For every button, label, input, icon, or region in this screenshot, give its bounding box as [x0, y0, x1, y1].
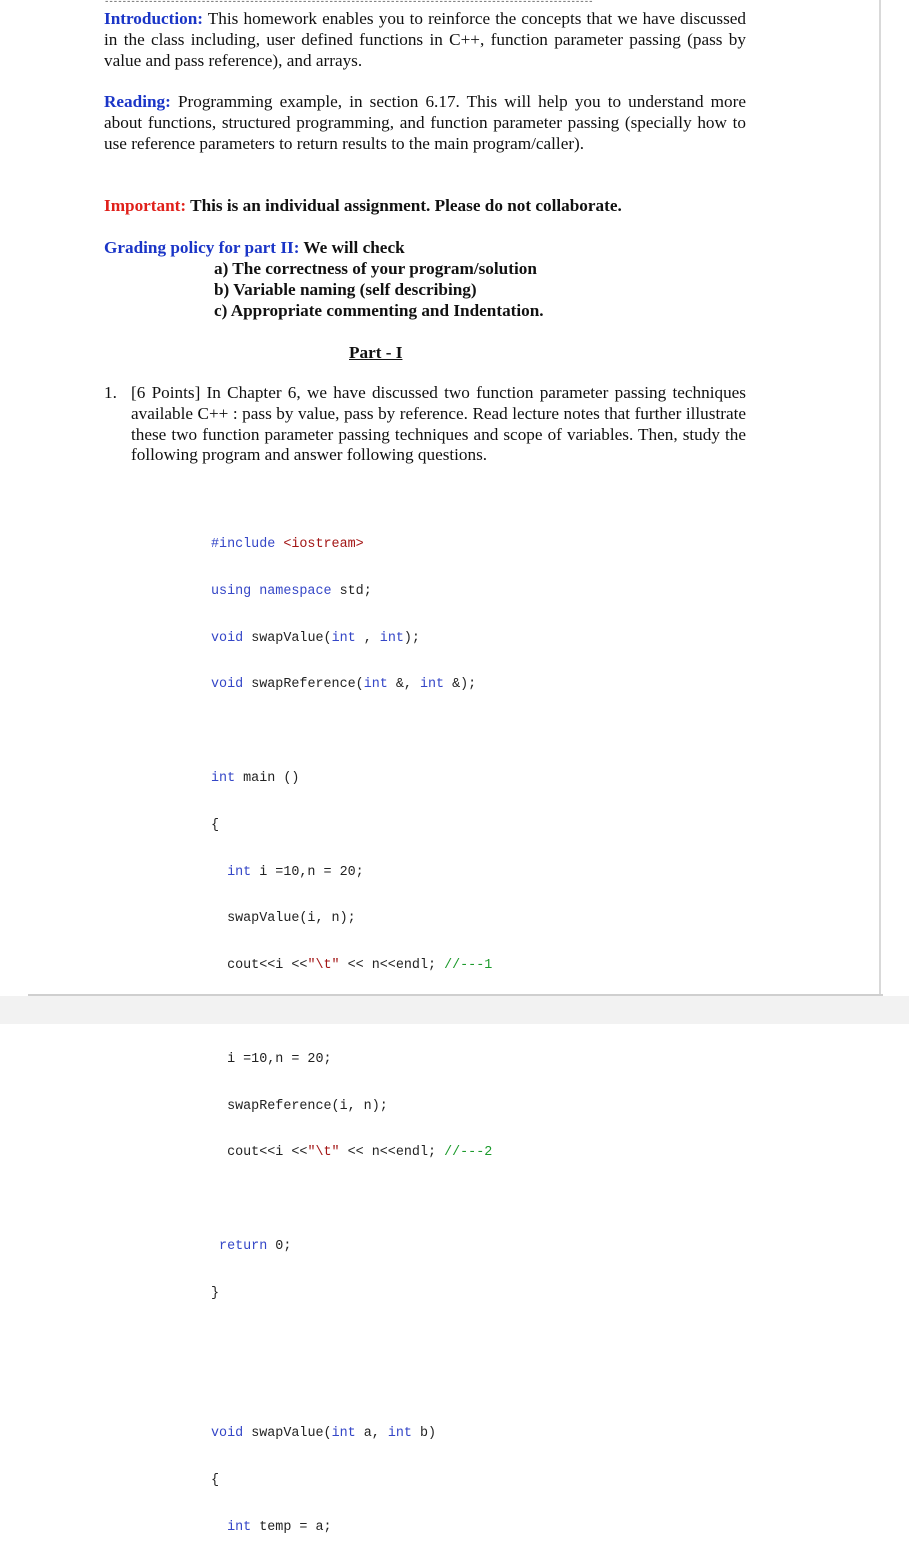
- list-item: c) Appropriate commenting and Indentation.: [214, 300, 544, 320]
- code-line-blank: [211, 1192, 492, 1209]
- code-token: int: [387, 1426, 412, 1442]
- code-line: [211, 537, 492, 554]
- code-token: 0;: [267, 1238, 292, 1254]
- code-token: int: [363, 677, 388, 693]
- code-token: return: [211, 1238, 268, 1254]
- code-line: {: [211, 1472, 220, 1488]
- code-token: cout<<i <<: [211, 1145, 308, 1161]
- code-line: [211, 958, 492, 975]
- top-separator: ---------------------------------------------------------------------------------------------------------------: [104, 0, 593, 7]
- grading-text: We will check: [299, 238, 405, 257]
- code-token: using namespace: [211, 583, 332, 599]
- important-paragraph: [104, 196, 746, 217]
- code-token: int: [211, 1519, 252, 1535]
- grading-paragraph: [104, 238, 746, 259]
- code-line-blank: [211, 1005, 492, 1022]
- code-token: int: [331, 630, 356, 646]
- code-token: //---1: [444, 958, 493, 974]
- reading-label: Reading:: [104, 92, 171, 111]
- code-token: int: [379, 630, 404, 646]
- code-token: std;: [331, 583, 372, 599]
- code-line-blank: [211, 1333, 492, 1350]
- code-listing: [211, 507, 492, 1552]
- code-line: [211, 1426, 492, 1443]
- code-line: swapValue(i, n);: [211, 911, 356, 927]
- question-number: 1.: [104, 383, 117, 402]
- code-line: [211, 771, 492, 788]
- reading-text: Programming example, in section 6.17. This will help you to understand more about functions, structured programming, and function parameter passing (specially how to use reference parameters to return results to the main program/caller).: [104, 92, 746, 153]
- code-token: temp = a;: [251, 1519, 332, 1535]
- code-line: }: [211, 1285, 220, 1301]
- part-heading: Part - I: [349, 343, 403, 362]
- code-token: int: [331, 1426, 356, 1442]
- code-line-blank: [211, 1379, 492, 1396]
- code-line: i =10,n = 20;: [211, 1051, 332, 1067]
- code-token: #include: [211, 537, 284, 552]
- code-token: "\t": [307, 1145, 340, 1161]
- code-token: swapValue(: [243, 1426, 332, 1442]
- code-line: {: [211, 817, 220, 833]
- code-token: int: [419, 677, 445, 693]
- code-token: b): [411, 1426, 437, 1442]
- code-token: int: [211, 864, 252, 880]
- code-line: swapReference(i, n);: [211, 1098, 388, 1114]
- code-token: &,: [387, 677, 420, 693]
- code-line-blank: [211, 724, 492, 741]
- grading-label: Grading policy for part II:: [104, 238, 300, 257]
- code-line: [211, 865, 492, 882]
- introduction-label: Introduction:: [104, 9, 204, 28]
- code-token: main (): [235, 770, 300, 786]
- code-line: [211, 631, 492, 648]
- grading-criteria-list: [214, 259, 544, 321]
- list-item: a) The correctness of your program/solution: [214, 259, 537, 278]
- question-text: [6 Points] In Chapter 6, we have discussed two function parameter passing techniques available C++ : pass by value, pass by reference. Read lecture notes that further illustrate these two function parameter passing techniques and scope of variables. Then, study the following program and answer following questions.: [131, 383, 746, 465]
- code-token: int: [211, 770, 236, 786]
- code-line: [211, 584, 492, 601]
- code-line: [211, 1520, 492, 1537]
- code-token: << n<<endl;: [339, 958, 445, 974]
- introduction-text: This homework enables you to reinforce the concepts that we have discussed in the class including, user defined functions in C++, function parameter passing (pass by value and pass reference), and arrays.: [104, 9, 746, 70]
- code-token: "\t": [307, 958, 340, 974]
- code-line: [211, 1145, 492, 1162]
- code-line: [211, 677, 492, 694]
- page-right-edge: [879, 0, 881, 996]
- code-token: cout<<i <<: [211, 958, 308, 974]
- code-token: swapValue(: [243, 630, 332, 646]
- code-token: void: [211, 630, 244, 646]
- reading-paragraph: [104, 92, 746, 154]
- code-token: //---2: [444, 1145, 493, 1161]
- code-token: swapReference(: [243, 677, 364, 693]
- code-token: &);: [444, 677, 477, 693]
- important-label: Important:: [104, 196, 187, 215]
- list-item: b) Variable naming (self describing): [214, 279, 477, 299]
- code-token: i =10,n = 20;: [251, 864, 364, 880]
- code-token: <iostream>: [283, 537, 364, 552]
- code-token: ,: [355, 630, 380, 646]
- code-token: a,: [355, 1426, 388, 1442]
- introduction-paragraph: [104, 9, 746, 71]
- important-text: This is an individual assignment. Please do not collaborate.: [186, 196, 622, 215]
- code-token: void: [211, 677, 244, 693]
- code-token: << n<<endl;: [339, 1145, 445, 1161]
- code-line: [211, 1239, 492, 1256]
- code-token: );: [403, 630, 420, 646]
- code-token: void: [211, 1426, 244, 1442]
